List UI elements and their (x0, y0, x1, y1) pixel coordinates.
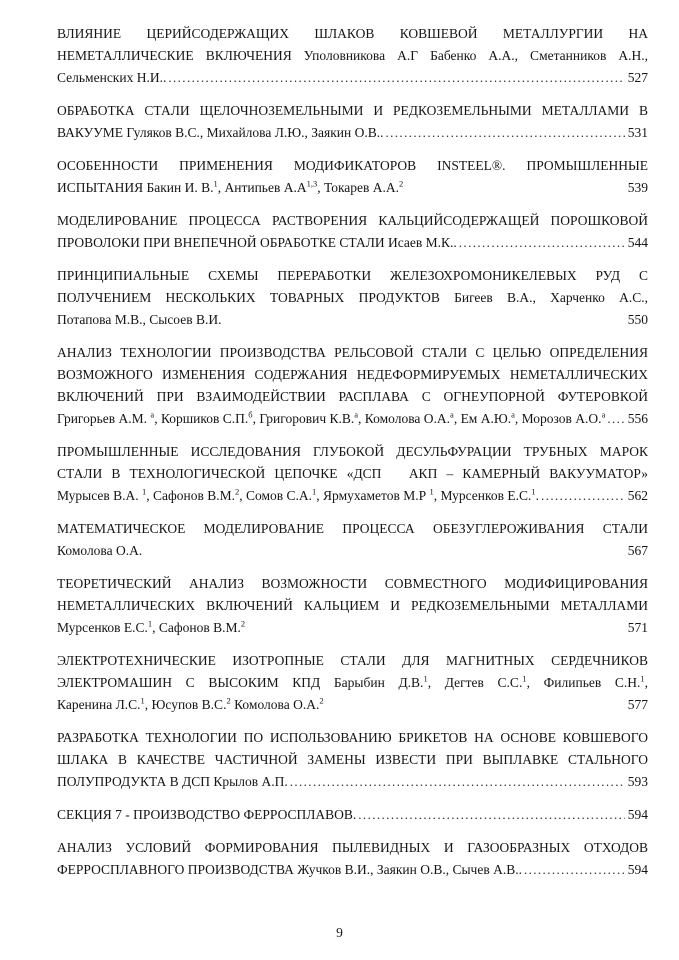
toc-entry-lastline (57, 617, 648, 639)
toc-entry-text: Мурсенков Е.С.$^1$, Сафонов В.М.$^2$ (57, 618, 246, 635)
toc-entry (57, 23, 648, 89)
toc-entry (57, 100, 648, 144)
toc-entry-page-number: 594 (627, 807, 648, 822)
toc-list (57, 23, 648, 881)
toc-entry-lastline (57, 540, 648, 562)
toc-entry-page-number: 567 (627, 543, 648, 558)
toc-entry-lastline (57, 485, 648, 507)
toc-entry-line: ПРОМЫШЛЕННЫЕ ИССЛЕДОВАНИЯ ГЛУБОКОЙ ДЕСУЛЬФУРАЦИИ ТРУБНЫХ МАРОК (57, 444, 648, 459)
dot-leader (607, 408, 624, 430)
toc-entry-page-number: 527 (627, 70, 648, 85)
toc-entry-text: ПРОВОЛОКИ ПРИ ВНЕПЕЧНОЙ ОБРАБОТКЕ СТАЛИ Исаев М.К.. (57, 235, 457, 250)
toc-entry-line: ТЕОРЕТИЧЕСКИЙ АНАЛИЗ ВОЗМОЖНОСТИ СОВМЕСТНОГО МОДИФИЦИРОВАНИЯ (57, 576, 648, 591)
toc-entry-page-number: 539 (627, 180, 648, 195)
toc-entry-line: РАЗРАБОТКА ТЕХНОЛОГИИ ПО ИСПОЛЬЗОВАНИЮ БРИКЕТОВ НА ОСНОВЕ КОВШЕВОГО (57, 730, 648, 745)
toc-entry-line: МАТЕМАТИЧЕСКОЕ МОДЕЛИРОВАНИЕ ПРОЦЕССА ОБЕЗУГЛЕРОЖИВАНИЯ СТАЛИ (57, 521, 648, 536)
toc-entry-page-number: 593 (627, 774, 648, 789)
toc-entry (57, 804, 648, 826)
toc-entry-text: Потапова М.В., Сысоев В.И. (57, 312, 222, 327)
toc-entry-lastline (57, 804, 648, 826)
toc-entry-page-number: 550 (627, 312, 648, 327)
toc-entry-page-number: 562 (627, 488, 648, 503)
toc-entry-lastline (57, 771, 648, 793)
toc-entry-line: ОБРАБОТКА СТАЛИ ЩЕЛОЧНОЗЕМЕЛЬНЫМИ И РЕДКОЗЕМЕЛЬНЫМИ МЕТАЛЛАМИ В (57, 103, 648, 118)
toc-entry (57, 342, 648, 430)
toc-entry (57, 837, 648, 881)
toc-entry-text: ФЕРРОСПЛАВНОГО ПРОИЗВОДСТВА Жучков В.И., Заякин О.В., Сычев А.В.. (57, 862, 522, 877)
toc-entry-page-number: 544 (627, 235, 648, 250)
toc-entry (57, 210, 648, 254)
toc-entry-line: СТАЛИ В ТЕХНОЛОГИЧЕСКОЙ ЦЕПОЧКЕ «ДСП АКП – КАМЕРНЫЙ ВАКУУМАТОР» (57, 466, 648, 481)
dot-leader (168, 67, 624, 89)
dot-leader (358, 804, 624, 826)
toc-entry-page-number: 531 (627, 125, 648, 140)
toc-entry-text: ПОЛУПРОДУКТА В ДСП Крылов А.П. (57, 774, 288, 789)
toc-entry-line: ПРИНЦИПИАЛЬНЫЕ СХЕМЫ ПЕРЕРАБОТКИ ЖЕЛЕЗОХРОМОНИКЕЛЕВЫХ РУД С (57, 268, 648, 283)
dot-leader (459, 232, 625, 254)
toc-entry-line: ВОЗМОЖНОГО ИЗМЕНЕНИЯ СОДЕРЖАНИЯ НЕДЕФОРМИРУЕМЫХ НЕМЕТАЛЛИЧЕСКИХ (57, 367, 648, 382)
toc-entry-lastline (57, 859, 648, 881)
toc-entry (57, 518, 648, 562)
toc-entry-line: ШЛАКА В КАЧЕСТВЕ ЧАСТИЧНОЙ ЗАМЕНЫ ИЗВЕСТИ ПРИ ВЫПЛАВКЕ СТАЛЬНОГО (57, 752, 648, 767)
toc-entry-line: АНАЛИЗ ТЕХНОЛОГИИ ПРОИЗВОДСТВА РЕЛЬСОВОЙ СТАЛИ С ЦЕЛЬЮ ОПРЕДЕЛЕНИЯ (57, 345, 648, 360)
toc-entry-lastline (57, 408, 648, 430)
toc-entry (57, 155, 648, 199)
toc-entry-lastline (57, 309, 648, 331)
toc-entry (57, 573, 648, 639)
toc-entry-line: НЕМЕТАЛЛИЧЕСКИХ ВКЛЮЧЕНИЙ КАЛЬЦИЕМ И РЕДКОЗЕМЕЛЬНЫМИ МЕТАЛЛАМИ (57, 598, 648, 613)
toc-entry (57, 441, 648, 507)
toc-entry-page-number: 556 (627, 411, 648, 426)
toc-entry-page-number: 577 (627, 697, 648, 712)
dot-leader (524, 859, 625, 881)
dot-leader (385, 122, 624, 144)
toc-entry-text: ВАКУУМЕ Гуляков В.С., Михайлова Л.Ю., Заякин О.В.. (57, 125, 384, 140)
toc-entry-lastline (57, 122, 648, 144)
toc-entry-text: Комолова О.А. (57, 543, 143, 558)
toc-entry-lastline (57, 177, 648, 199)
dot-leader (290, 771, 625, 793)
toc-entry (57, 650, 648, 716)
toc-entry-lastline (57, 694, 648, 716)
dot-leader (541, 485, 625, 507)
toc-entry-page-number: 571 (627, 620, 648, 635)
toc-entry-text: Сельменских Н.И.. (57, 70, 167, 85)
toc-entry-line: ЭЛЕКТРОТЕХНИЧЕСКИЕ ИЗОТРОПНЫЕ СТАЛИ ДЛЯ МАГНИТНЫХ СЕРДЕЧНИКОВ (57, 653, 648, 668)
toc-entry-text: Григорьев А.М. $^а$, Коршиков С.П.$^б$, Григорович К.В.$^а$, Комолова О.А.$^а$, Ем А.Ю.$^а$, Морозов А.О.$^а$ (57, 409, 606, 426)
toc-entry-line: ОСОБЕННОСТИ ПРИМЕНЕНИЯ МОДИФИКАТОРОВ INSTEEL®. ПРОМЫШЛЕННЫЕ (57, 158, 648, 173)
toc-entry-line: ВКЛЮЧЕНИЙ ПРИ ВЗАИМОДЕЙСТВИИ РАСПЛАВА С ОГНЕУПОРНОЙ ФУТЕРОВКОЙ (57, 389, 648, 404)
toc-entry-text: Мурысев В.А. $^1$, Сафонов В.М.$^2$, Сомов С.А.$^1$, Ярмухаметов М.Р $^1$, Мурсенков Е.С.$^1$. (57, 486, 540, 503)
toc-entry-line: НЕМЕТАЛЛИЧЕСКИЕ ВКЛЮЧЕНИЯ Уполовникова А.Г Бабенко А.А., Сметанников А.Н., (57, 48, 648, 63)
toc-entry-text: СЕКЦИЯ 7 - ПРОИЗВОДСТВО ФЕРРОСПЛАВОВ. (57, 807, 357, 822)
toc-entry-page-number: 594 (627, 862, 648, 877)
toc-entry-lastline (57, 67, 648, 89)
toc-entry-line: ВЛИЯНИЕ ЦЕРИЙСОДЕРЖАЩИХ ШЛАКОВ КОВШЕВОЙ МЕТАЛЛУРГИИ НА (57, 26, 648, 41)
toc-entry-text: Каренина Л.С.$^1$, Юсупов В.С.$^2$ Комолова О.А.$^2$ (57, 695, 324, 712)
toc-entry (57, 265, 648, 331)
footer-page-number: 9 (336, 925, 343, 940)
toc-entry-line: АНАЛИЗ УСЛОВИЙ ФОРМИРОВАНИЯ ПЫЛЕВИДНЫХ И ГАЗООБРАЗНЫХ ОТХОДОВ (57, 840, 648, 855)
toc-entry-lastline (57, 232, 648, 254)
toc-entry-line: ПОЛУЧЕНИЕМ НЕСКОЛЬКИХ ТОВАРНЫХ ПРОДУКТОВ Бигеев В.А., Харченко А.С., (57, 290, 648, 305)
toc-entry-line: МОДЕЛИРОВАНИЕ ПРОЦЕССА РАСТВОРЕНИЯ КАЛЬЦИЙСОДЕРЖАЩЕЙ ПОРОШКОВОЙ (57, 213, 648, 228)
toc-entry (57, 727, 648, 793)
toc-entry-line: ЭЛЕКТРОМАШИН С ВЫСОКИМ КПД Барыбин Д.В.$^1$, Дегтев С.С.$^1$, Филипьев С.Н.$^1$, (57, 673, 649, 690)
toc-entry-text: ИСПЫТАНИЯ Бакин И. В.$^1$, Антипьев $А.А^{1,3}$, Токарев А.А.$^2$ (57, 178, 404, 195)
